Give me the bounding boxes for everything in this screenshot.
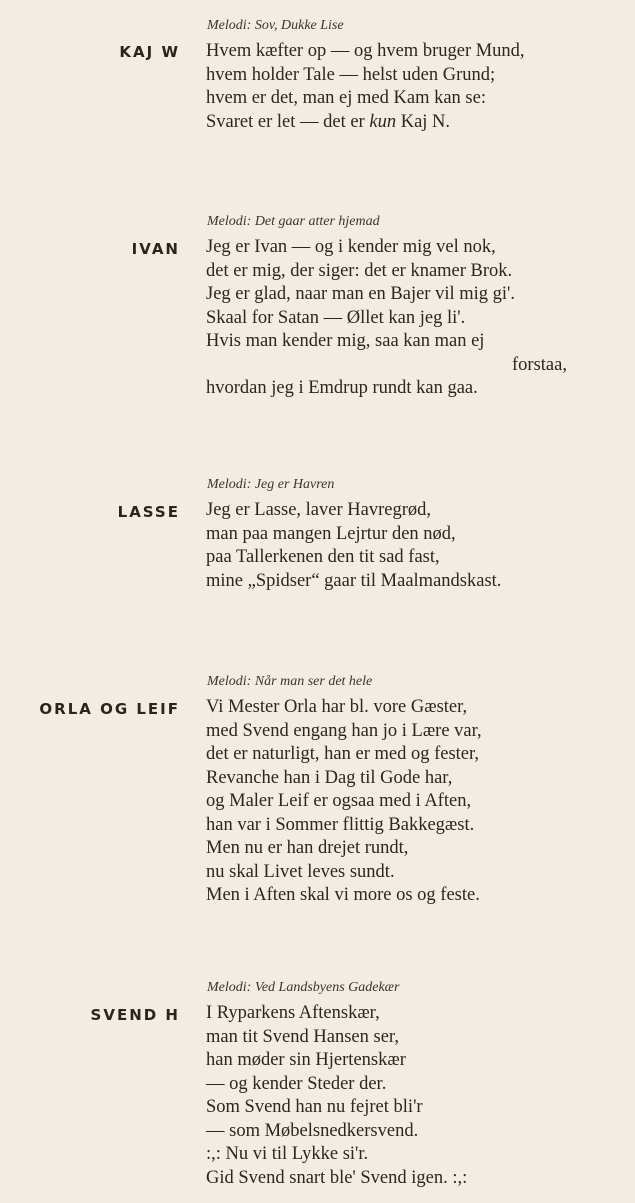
- verse-line: :,: Nu vi til Lykke si'r.: [206, 1144, 369, 1164]
- verse-line: Jeg er Lasse, laver Havregrød,: [206, 500, 431, 520]
- verse-line: han var i Sommer flittig Bakkegæst.: [206, 814, 475, 835]
- verse-line-start: Svaret er let — det er: [206, 111, 370, 132]
- verse-line: han møder sin Hjertenskær: [206, 1050, 406, 1070]
- verse-line: Jeg er glad, naar man en Bajer vil mig gi'.: [206, 284, 515, 304]
- verse-line: Som Svend han nu fejret bli'r: [206, 1097, 423, 1117]
- verse: [206, 499, 501, 593]
- verse-line: — og kender Steder der.: [206, 1073, 387, 1094]
- verse-line: man tit Svend Hansen ser,: [206, 1026, 399, 1047]
- verse: [206, 1002, 467, 1190]
- singer-name: SVEND H: [90, 1006, 180, 1024]
- verse-line: — som Møbelsnedkersvend.: [206, 1120, 419, 1141]
- melody-title: Melodi: Sov, Dukke Lise: [207, 18, 344, 33]
- verse-line: hvem holder Tale — helst uden Grund;: [206, 64, 496, 85]
- verse-line: Gid Svend snart ble' Svend igen. :,:: [206, 1167, 468, 1188]
- verse: [206, 40, 525, 134]
- verse-line: mine „Spidser“ gaar til Maalmandskast.: [206, 570, 502, 591]
- melody-title: Melodi: Ved Landsbyens Gadekær: [207, 980, 400, 995]
- verse-line: Revanche han i Dag til Gode har,: [206, 767, 453, 788]
- verse-line: Vi Mester Orla har bl. vore Gæster,: [206, 697, 468, 717]
- singer-name: LASSE: [117, 503, 180, 521]
- verse-line: forstaa,: [512, 354, 567, 375]
- verse-line: Men i Aften skal vi more os og feste.: [206, 885, 480, 905]
- melody-title: Melodi: Jeg er Havren: [207, 477, 335, 492]
- melody-title: Melodi: Det gaar atter hjemad: [207, 214, 380, 229]
- verse-line: Skaal for Satan — Øllet kan jeg li'.: [206, 307, 466, 328]
- melody-title: Melodi: Når man ser det hele: [207, 674, 373, 689]
- verse-line: og Maler Leif er ogsaa med i Aften,: [206, 791, 472, 811]
- verse: [206, 236, 567, 401]
- verse-line: Hvem kæfter op — og hvem bruger Mund,: [206, 41, 525, 61]
- verse-line: hvordan jeg i Emdrup rundt kan gaa.: [206, 378, 478, 398]
- verse-line: paa Tallerkenen den tit sad fast,: [206, 547, 440, 567]
- verse: [206, 696, 482, 908]
- verse-line: man paa mangen Lejrtur den nød,: [206, 523, 456, 544]
- verse-line: Jeg er Ivan — og i kender mig vel nok,: [206, 237, 496, 257]
- verse-line: [206, 111, 525, 135]
- emphasis-word: kun: [369, 111, 397, 132]
- singer-name: IVAN: [131, 240, 180, 258]
- verse-line: det er mig, der siger: det er knamer Brok.: [206, 260, 513, 281]
- verse-line: med Svend engang han jo i Lære var,: [206, 720, 482, 741]
- verse-line: nu skal Livet leves sundt.: [206, 861, 395, 882]
- verse-line: I Ryparkens Aftenskær,: [206, 1003, 380, 1023]
- verse-line: det er naturligt, han er med og fester,: [206, 744, 480, 764]
- verse-line-end: Kaj N.: [396, 111, 451, 132]
- verse-line: hvem er det, man ej med Kam kan se:: [206, 88, 486, 108]
- verse-line: Men nu er han drejet rundt,: [206, 838, 409, 858]
- verse-line: Hvis man kender mig, saa kan man ej: [206, 331, 485, 351]
- singer-name: ORLA OG LEIF: [39, 700, 180, 718]
- singer-name: KAJ W: [119, 43, 180, 61]
